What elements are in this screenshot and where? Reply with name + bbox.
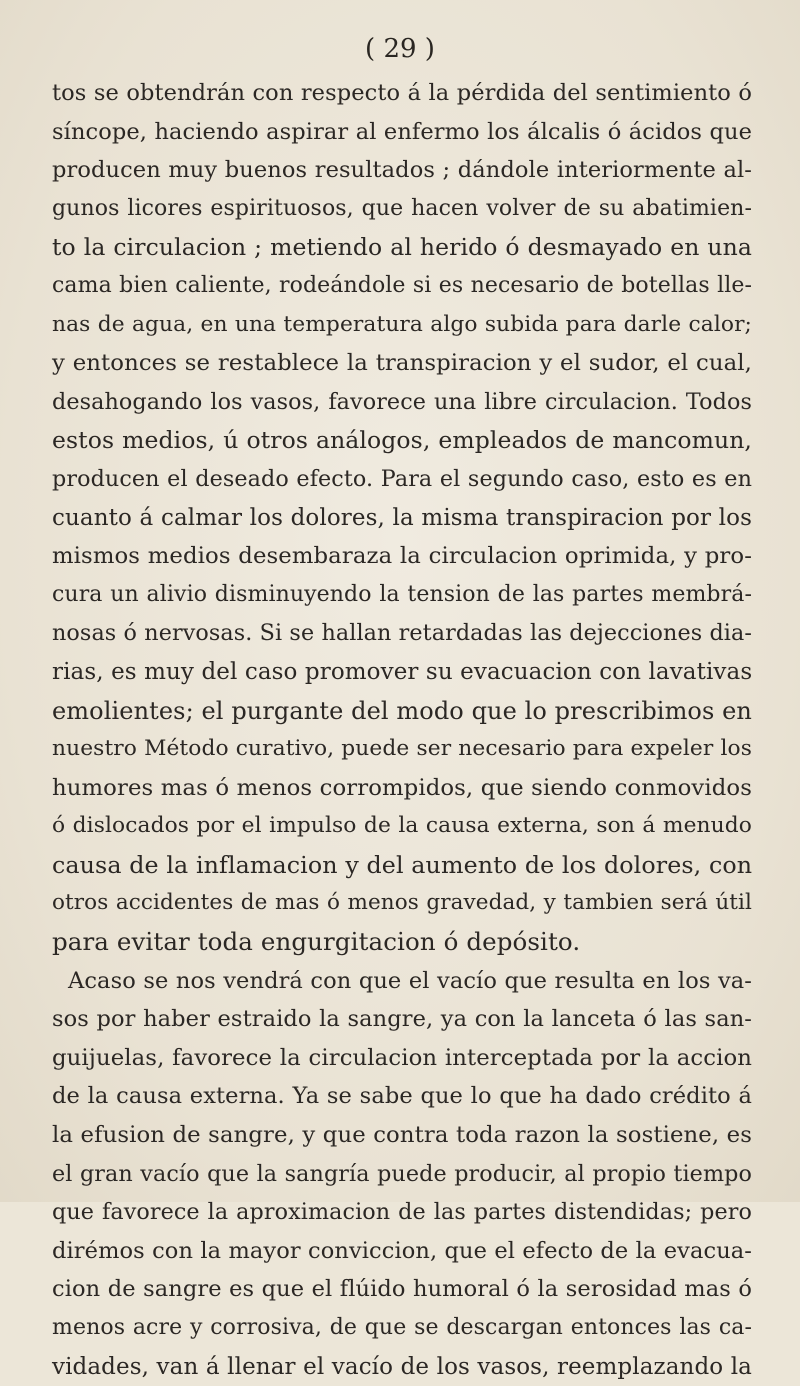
- text-line: tos se obtendrán con respecto á la pérdida del sentimiento ó: [52, 80, 752, 106]
- text-line: dirémos con la mayor conviccion, que el efecto de la evacua-: [52, 1237, 752, 1264]
- text-line: sos por haber estraido la sangre, ya con la lanceta ó las san-: [52, 1006, 752, 1033]
- text-line: cion de sangre es que el flúido humoral ó la serosidad mas ó: [52, 1276, 752, 1303]
- body-text: [52, 74, 752, 1386]
- text-line: cuanto á calmar los dolores, la misma transpiracion por los: [52, 504, 752, 531]
- text-line: desahogando los vasos, favorece una libre circulacion. Todos: [52, 388, 752, 415]
- text-line: producen el deseado efecto. Para el segundo caso, esto es en: [52, 465, 752, 492]
- text-line: gunos licores espirituosos, que hacen volver de su abatimien-: [52, 195, 752, 221]
- text-line: y entonces se restablece la transpiracion y el sudor, el cual,: [52, 350, 752, 377]
- text-line: la efusion de sangre, y que contra toda razon la sostiene, es: [52, 1122, 752, 1149]
- text-line: otros accidentes de mas ó menos gravedad, y tambien será útil: [52, 890, 752, 916]
- text-line: causa de la inflamacion y del aumento de los dolores, con: [52, 850, 753, 879]
- text-line: menos acre y corrosiva, de que se descargan entonces las ca-: [52, 1315, 752, 1340]
- text-line: nosas ó nervosas. Si se hallan retardadas las dejecciones dia-: [52, 620, 752, 647]
- text-line: to la circulacion ; metiendo al herido ó desmayado en una: [52, 233, 752, 262]
- text-line: humores mas ó menos corrompidos, que siendo conmovidos: [52, 774, 752, 801]
- text-line: cura un alivio disminuyendo la tension de las partes membrá-: [52, 581, 752, 607]
- text-line: mismos medios desembaraza la circulacion oprimida, y pro-: [52, 543, 752, 570]
- text-line: cama bien caliente, rodeándole si es necesario de botellas lle-: [52, 272, 752, 298]
- text-line: nuestro Método curativo, puede ser necesario para expeler los: [52, 736, 752, 762]
- text-line: producen muy buenos resultados ; dándole interiormente al-: [52, 157, 752, 184]
- paragraph-end-line: para evitar toda engurgitacion ó depósito.: [52, 927, 581, 957]
- text-line: ó dislocados por el impulso de la causa externa, son á menudo: [52, 813, 752, 839]
- text-line: guijuelas, favorece la circulacion interceptada por la accion: [52, 1044, 752, 1071]
- text-line: que favorece la aproximacion de las partes distendidas; pero: [52, 1199, 752, 1226]
- text-line: síncope, haciendo aspirar al enfermo los álcalis ó ácidos que: [52, 118, 752, 145]
- text-line: estos medios, ú otros análogos, empleados de mancomun,: [52, 426, 752, 455]
- text-line: emolientes; el purgante del modo que lo prescribimos en: [52, 696, 752, 725]
- text-line: rias, es muy del caso promover su evacuacion con lavativas: [52, 658, 753, 685]
- page-number: ( 29 ): [365, 34, 435, 64]
- text-line: nas de agua, en una temperatura algo subida para darle calor;: [52, 311, 752, 337]
- text-line: el gran vacío que la sangría puede producir, al propio tiempo: [52, 1160, 752, 1187]
- text-line: vidades, van á llenar el vacío de los vasos, reemplazando la: [52, 1353, 752, 1380]
- text-line: de la causa externa. Ya se sabe que lo que ha dado crédito á: [52, 1083, 752, 1110]
- paragraph-start-line: Acaso se nos vendrá con que el vacío que resulta en los va-: [68, 967, 752, 994]
